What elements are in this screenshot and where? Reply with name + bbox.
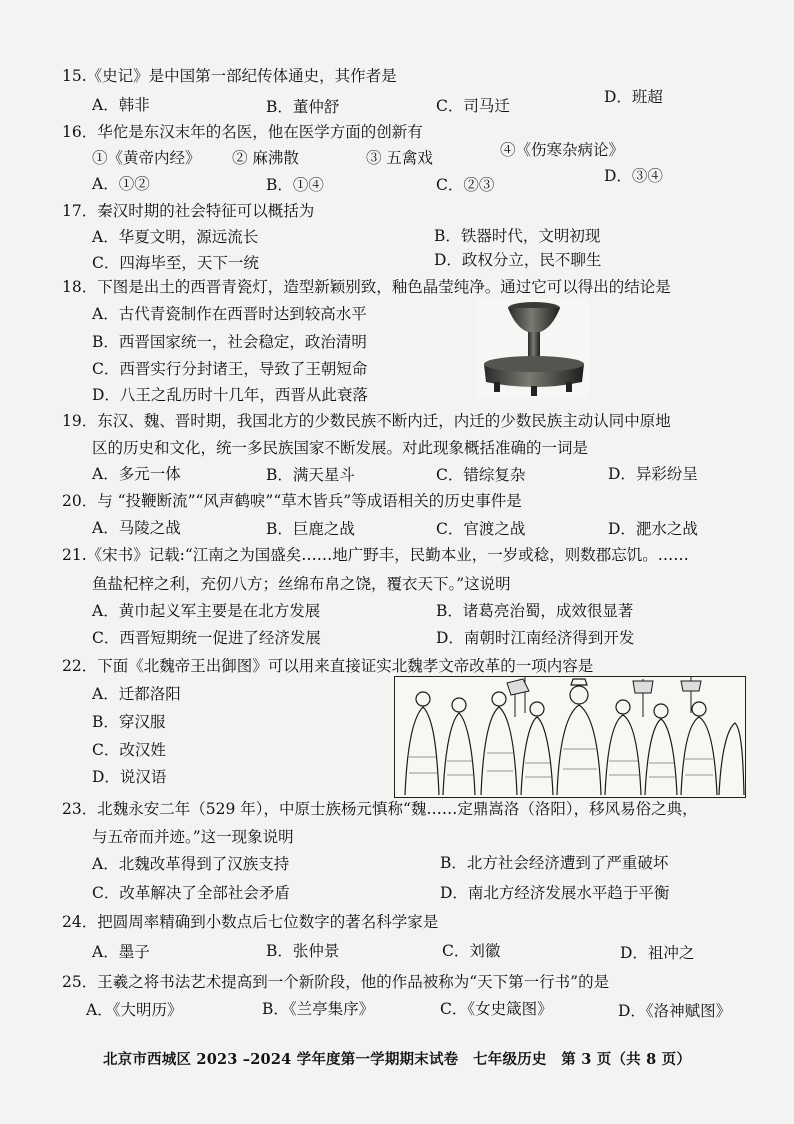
q16-option-a: A．①② [92,175,150,193]
q24-stem: 24．把圆周率精确到小数点后七位数字的著名科学家是 [62,913,439,931]
q20-option-b: B．巨鹿之战 [266,520,355,538]
q23-option-c: C．改革解决了全部社会矛盾 [92,884,290,902]
q23-stem-line1: 23．北魏永安二年（529 年），中原士族杨元慎称“魏……定鼎嵩洛（洛阳），移风易俗之典， [62,800,698,818]
q20-option-c: C．官渡之战 [436,520,526,538]
q15-option-d: D．班超 [604,88,663,106]
q16-stem: 16．华佗是东汉末年的名医，他在医学方面的创新有 [62,123,423,141]
q25-option-d: D．《洛神赋图》 [618,1002,732,1020]
q25-option-a: A．《大明历》 [86,1001,183,1019]
emperor-procession-image [394,676,746,798]
q16-option-c: C．②③ [436,176,495,194]
q15-stem: 15.《史记》是中国第一部纪传体通史，其作者是 [62,67,397,85]
q17-option-a: A．华夏文明，源远流长 [92,228,259,246]
q15-option-a: A．韩非 [92,96,150,114]
q23-option-d: D．南北方经济发展水平趋于平衡 [440,884,670,902]
q18-option-c: C．西晋实行分封诸王，导致了王朝短命 [92,360,368,378]
q24-option-a: A．墨子 [92,943,150,961]
q16-option-d: D．③④ [604,167,663,185]
q23-option-a: A．北魏改革得到了汉族支持 [92,855,290,873]
q16-item-3: ③ 五禽戏 [366,149,433,167]
q21-option-d: D．南朝时江南经济得到开发 [436,629,635,647]
q20-stem: 20．与 “投鞭断流”“风声鹤唳”“草木皆兵”等成语相关的历史事件是 [62,492,522,510]
q17-option-d: D．政权分立，民不聊生 [434,251,602,269]
q22-option-d: D．说汉语 [92,768,167,786]
q22-option-c: C．改汉姓 [92,741,166,759]
q23-stem-line2: 与五帝而并迹。”这一现象说明 [92,828,294,846]
q19-stem-line1: 19．东汉、魏、晋时期，我国北方的少数民族不断内迁，内迁的少数民族主动认同中原地 [62,412,671,430]
q18-option-a: A．古代青瓷制作在西晋时达到较高水平 [92,305,367,323]
q16-item-2: ② 麻沸散 [232,149,299,167]
q17-stem: 17．秦汉时期的社会特征可以概括为 [62,202,315,220]
q15-option-c: C．司马迁 [436,97,510,115]
q22-stem: 22．下面《北魏帝王出御图》可以用来直接证实北魏孝文帝改革的一项内容是 [62,657,594,675]
q19-stem-line2: 区的历史和文化，统一多民族国家不断发展。对此现象概括准确的一词是 [92,439,589,457]
q19-option-c: C．错综复杂 [436,466,526,484]
q25-option-b: B．《兰亭集序》 [262,1000,375,1018]
q24-option-d: D．祖冲之 [620,944,695,962]
page-footer: 北京市西城区 2023 –2024 学年度第一学期期末试卷 七年级历史 第 3 页（共 8 页） [102,1051,692,1068]
q19-option-b: B．满天星斗 [266,466,355,484]
q20-option-a: A．马陵之战 [92,519,181,537]
q21-option-c: C．西晋短期统一促进了经济发展 [92,629,321,647]
q15-option-b: B．董仲舒 [266,98,340,116]
q21-option-b: B．诸葛亮治蜀，成效很显著 [436,602,634,620]
q24-option-c: C．刘徽 [442,942,501,960]
q18-option-d: D．八王之乱历时十几年，西晋从此衰落 [92,386,368,404]
q25-stem: 25．王羲之将书法艺术提高到一个新阶段，他的作品被称为“天下第一行书”的是 [62,973,610,991]
q19-option-d: D．异彩纷呈 [608,465,698,483]
q21-stem-line1: 21.《宋书》记载:“江南之为国盛矣……地广野丰，民勤本业，一岁或稔，则数郡忘饥。…… [62,546,689,564]
q17-option-c: C．四海毕至，天下一统 [92,254,259,272]
q16-option-b: B．①④ [266,176,324,194]
q18-option-b: B．西晋国家统一，社会稳定，政治清明 [92,333,367,351]
q22-option-a: A．迁都洛阳 [92,685,181,703]
q17-option-b: B．铁器时代，文明初现 [434,227,601,245]
q18-stem: 18．下图是出土的西晋青瓷灯，造型新颖别致，釉色晶莹纯净。通过它可以得出的结论是 [62,278,671,296]
q21-option-a: A．黄巾起义军主要是在北方发展 [92,602,321,620]
q22-option-b: B．穿汉服 [92,713,166,731]
q16-item-4: ④《伤寒杂病论》 [500,141,625,159]
q16-item-1: ①《黄帝内经》 [92,149,201,167]
q23-option-b: B．北方社会经济遭到了严重破坏 [440,854,669,872]
q20-option-d: D．淝水之战 [608,520,698,538]
q19-option-a: A．多元一体 [92,465,181,483]
q25-option-c: C．《女史箴图》 [440,1000,553,1018]
q24-option-b: B．张仲景 [266,942,340,960]
q21-stem-line2: 鱼盐杞梓之利，充仞八方；丝绵布帛之饶，覆衣天下。”这说明 [92,575,511,593]
celadon-lamp-image [476,298,590,398]
